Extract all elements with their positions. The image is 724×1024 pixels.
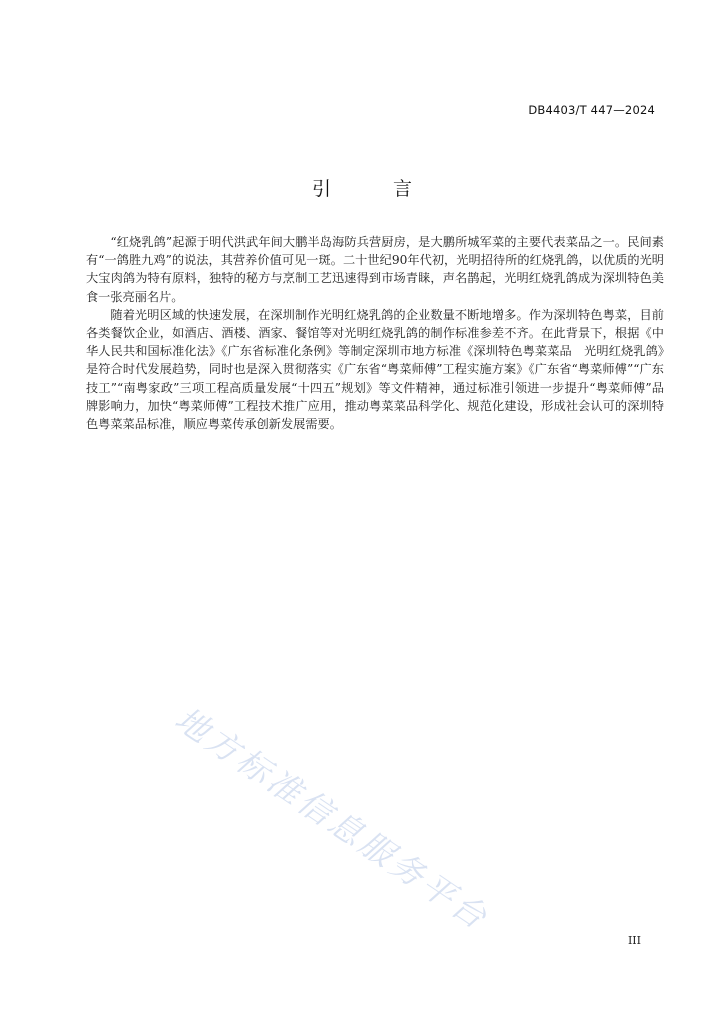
page-title-text: 引 言 (311, 178, 441, 200)
document-body (86, 233, 664, 433)
page-title (0, 174, 724, 201)
watermark: 地方标准信息服务平台 (167, 698, 497, 939)
standard-code: DB4403/T 447—2024 (528, 103, 655, 117)
page-number: III (627, 934, 641, 947)
paragraph-2: 随着光明区域的快速发展，在深圳制作光明红烧乳鸽的企业数量不断地增多。作为深圳特色粤菜，目前各类餐饮企业，如酒店、酒楼、酒家、餐馆等对光明红烧乳鸽的制作标准参差不齐。在此背景下，根据《中华人民共和国标准化法》《广东省标准化条例》等制定深圳市地方标准《深圳特色粤菜菜品 光明红烧乳鸽》是符合时代发展趋势，同时也是深入贯彻落实《广东省“粤菜师傅”工程实施方案》《广东省“粤菜师傅”“广东技工”“南粤家政”三项工程高质量发展“十四五”规划》等文件精神，通过标准引领进一步提升“粤菜师傅”品牌影响力，加快“粤菜师傅”工程技术推广应用，推动粤菜菜品科学化、规范化建设，形成社会认可的深圳特色粤菜菜品标准，顺应粤菜传承创新发展需要。 (86, 307, 664, 432)
paragraph-1: “红烧乳鸽”起源于明代洪武年间大鹏半岛海防兵营厨房，是大鹏所城军菜的主要代表菜品之一。民间素有“一鸽胜九鸡”的说法，其营养价值可见一斑。二十世纪90年代初，光明招待所的红烧乳鸽，以优质的光明大宝肉鸽为特有原料，独特的秘方与烹制工艺迅速得到市场青睐，声名鹊起，光明红烧乳鸽成为深圳特色美食一张亮丽名片。 (86, 235, 664, 304)
